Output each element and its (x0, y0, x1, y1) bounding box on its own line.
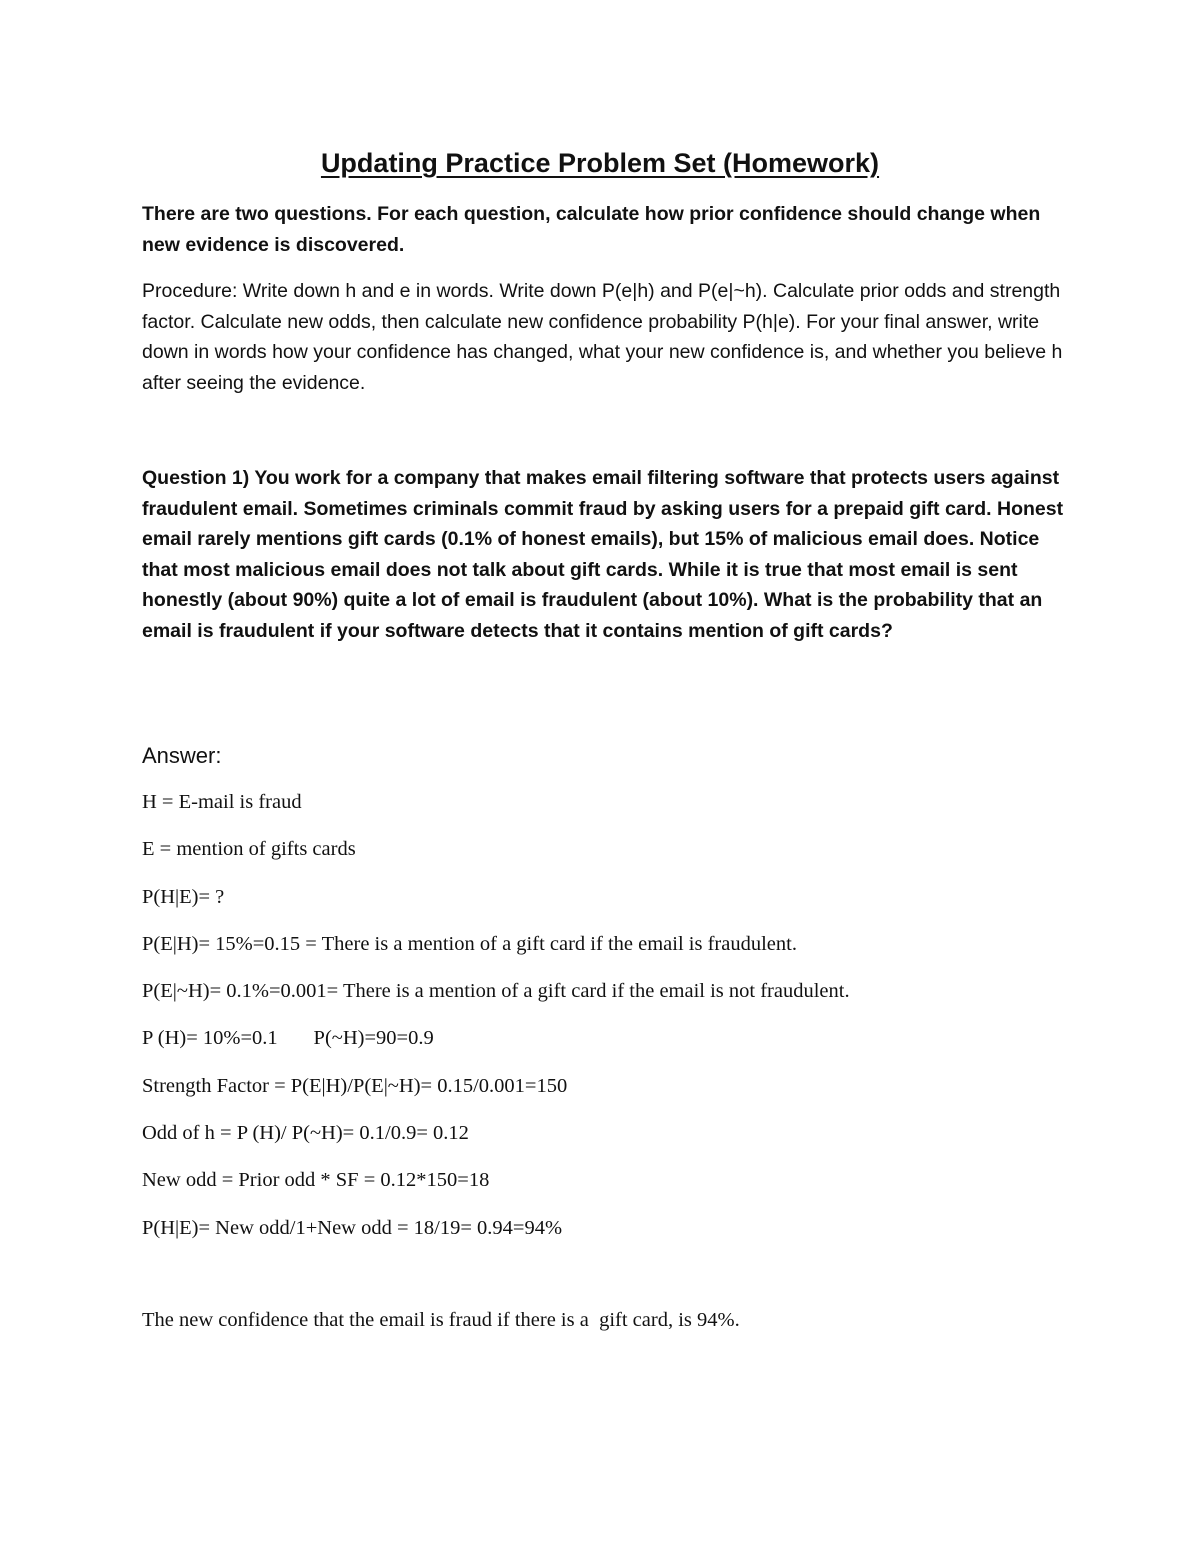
instructions-intro: There are two questions. For each question, calculate how prior confidence should change when new evidence is discovered. (142, 203, 1041, 256)
answer-conclusion: The new confidence that the email is fraud if there is a gift card, is 94%. (142, 1309, 740, 1331)
answer-line-likelihood-h: P(E|H)= 15%=0.15 = There is a mention of a gift card if the email is fraudulent. (142, 932, 797, 955)
answer-line-posterior: P(H|E)= New odd/1+New odd = 18/19= 0.94=94% (142, 1216, 563, 1239)
answer-line-h-definition: H = E-mail is fraud (142, 791, 302, 813)
answer-line-priors: P (H)= 10%=0.1 P(~H)=90=0.9 (142, 1027, 434, 1050)
answer-line-strength-factor: Strength Factor = P(E|H)/P(E|~H)= 0.15/0.001=150 (142, 1074, 568, 1097)
procedure-paragraph: Procedure: Write down h and e in words. Write down P(e|h) and P(e|~h). Calculate prior odds and strength factor. Calculate new odds, then calculate new confidence probability P(h|e). For your final answer, write down in words how your confidence has changed, what your new confidence is, and whether you believe h after seeing the evidence. (142, 280, 1063, 394)
answer-lines (142, 787, 1102, 1260)
answer-line-new-odds: New odd = Prior odd * SF = 0.12*150=18 (142, 1169, 490, 1192)
answer-line-prior-odds: Odd of h = P (H)/ P(~H)= 0.1/0.9= 0.12 (142, 1122, 469, 1145)
answer-line-target: P(H|E)= ? (142, 885, 225, 908)
answer-line-likelihood-not-h: P(E|~H)= 0.1%=0.001= There is a mention of a gift card if the email is not fraudulent. (142, 980, 850, 1003)
answer-line-e-definition: E = mention of gifts cards (142, 838, 356, 861)
document-title: Updating Practice Problem Set (Homework) (320, 148, 880, 178)
answer-heading: Answer: (142, 743, 222, 768)
question-1-text: Question 1) You work for a company that makes email filtering software that protects users against fraudulent email. Sometimes criminals commit fraud by asking users for a prepaid gift card. Honest email rarely mentions gift cards (0.1% of honest emails), but 15% of malicious email does. Notice that most malicious email does not talk about gift cards. While it is true that most email is sent honestly (about 90%) quite a lot of email is fraudulent (about 10%). What is the probability that an email is fraudulent if your software detects that it contains mention of gift cards? (142, 467, 1064, 642)
